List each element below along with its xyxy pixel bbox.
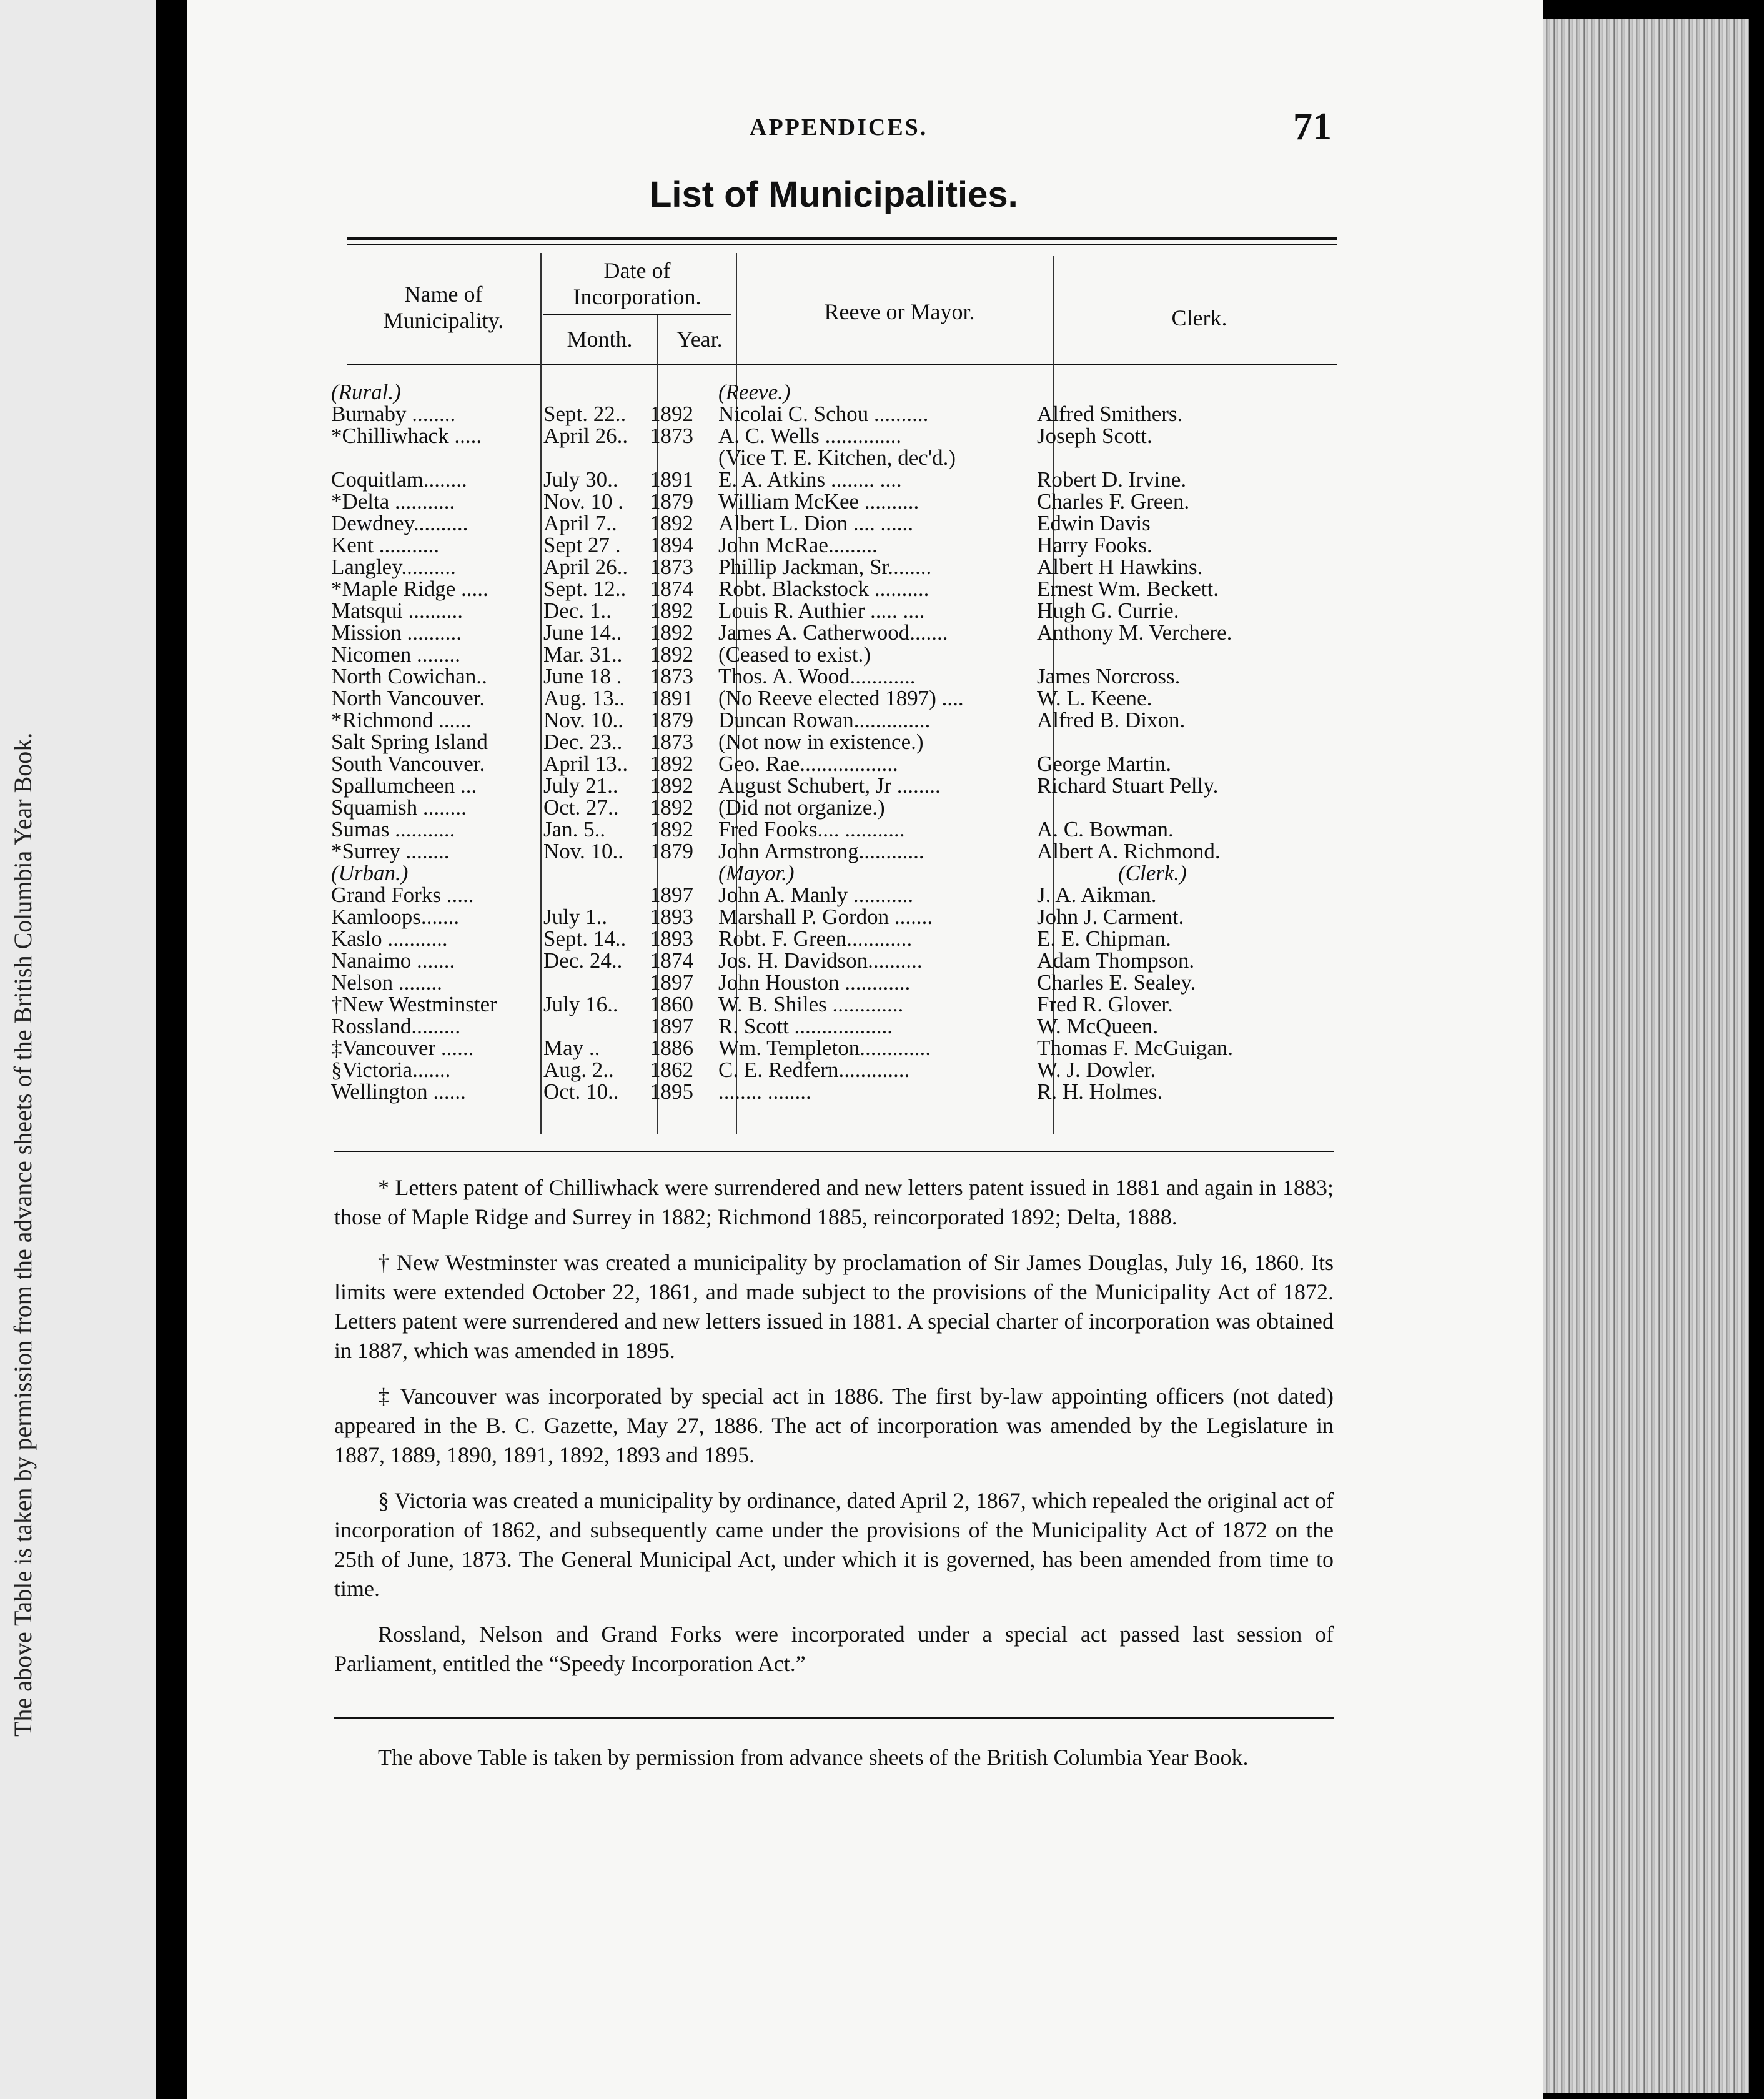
incorporation-month: Dec. 1.. <box>543 598 612 623</box>
table-row <box>331 600 1368 622</box>
footnotes <box>334 1173 1334 1695</box>
incorporation-year: 1874 <box>650 948 693 973</box>
incorporation-month: Aug. 2.. <box>543 1058 614 1082</box>
incorporation-year: 1874 <box>650 577 693 601</box>
clerk-name <box>1024 643 1368 665</box>
rural-label: (Rural.) <box>331 380 401 404</box>
municipality-name: North Vancouver. <box>331 686 485 710</box>
municipality-name: Grand Forks ..... <box>331 883 474 907</box>
incorporation-month: July 30.. <box>543 467 618 492</box>
incorporation-year: 1892 <box>650 402 693 426</box>
municipality-name: North Cowichan.. <box>331 664 487 688</box>
table-row <box>331 993 1368 1015</box>
municipality-name: Matsqui .......... <box>331 598 463 623</box>
reeve-or-mayor: Louis R. Authier ..... .... <box>718 598 925 623</box>
col-name-header: Name of Municipality. <box>383 282 504 333</box>
table-row <box>331 490 1368 512</box>
table-row <box>331 862 1368 884</box>
table-row <box>331 1015 1368 1037</box>
table-row <box>331 578 1368 600</box>
municipality-name: Mission .......... <box>331 620 462 645</box>
clerk-name: Ernest Wm. Beckett. <box>1037 577 1219 601</box>
table-row <box>331 971 1368 993</box>
incorporation-month <box>543 447 631 469</box>
municipality-name: Sumas ........... <box>331 817 455 841</box>
incorporation-year: 1897 <box>650 970 693 995</box>
incorporation-month <box>543 884 631 906</box>
reeve-or-mayor: Fred Fooks.... ........... <box>718 817 905 841</box>
reeve-or-mayor: John Houston ............ <box>718 970 911 995</box>
municipality-name: *Delta ........... <box>331 489 455 514</box>
mayor-label: (Mayor.) <box>718 861 795 885</box>
municipality-name: *Surrey ........ <box>331 839 450 863</box>
reeve-or-mayor: Albert L. Dion .... ...... <box>718 511 914 535</box>
clerk-name: Adam Thompson. <box>1037 948 1195 973</box>
reeve-or-mayor: A. C. Wells .............. <box>718 424 902 448</box>
incorporation-year: 1879 <box>650 489 693 514</box>
incorporation-month: Sept. 12.. <box>543 577 627 601</box>
reeve-or-mayor: R. Scott .................. <box>718 1014 893 1038</box>
incorporation-month: Nov. 10 . <box>543 489 624 514</box>
clerk-name: Thomas F. McGuigan. <box>1037 1036 1234 1060</box>
table-row <box>331 556 1368 578</box>
reeve-or-mayor: (Vice T. E. Kitchen, dec'd.) <box>718 445 956 470</box>
municipality-name: ‡Vancouver ...... <box>331 1036 474 1060</box>
clerk-name: Fred R. Glover. <box>1037 992 1173 1016</box>
credit-rule <box>334 1717 1334 1719</box>
reeve-or-mayor: (No Reeve elected 1897) .... <box>718 686 964 710</box>
col-year-header: Year. <box>676 327 723 352</box>
page-title: List of Municipalities. <box>650 174 1018 215</box>
table-row <box>331 425 1368 447</box>
incorporation-month: Nov. 10.. <box>543 708 624 732</box>
incorporation-month: April 26.. <box>543 555 628 579</box>
clerk-label: (Clerk.) <box>1118 861 1187 885</box>
clerk-name: Albert A. Richmond. <box>1037 839 1221 863</box>
reeve-or-mayor: John Armstrong............ <box>718 839 924 863</box>
municipality-name: Kent ........... <box>331 533 440 557</box>
municipality-name: *Richmond ...... <box>331 708 472 732</box>
incorporation-month: June 18 . <box>543 664 622 688</box>
reeve-or-mayor: August Schubert, Jr ........ <box>718 773 941 798</box>
municipality-name: Wellington ...... <box>331 1079 466 1104</box>
incorporation-month: Oct. 10.. <box>543 1079 619 1104</box>
clerk-name <box>1024 796 1368 818</box>
footnote-dagger: † New Westminster was created a municipality by proclamation of Sir James Douglas, July 16, 1860. Its limits were extended October 22, 1861, and made subject to the provisions of the Municipality Act of 1872. Letters patent were surrendered and new letters issued in 1881. A special charter of incorporation was obtained in 1887, which was amended in 1895. <box>334 1250 1334 1363</box>
incorporation-month: June 14.. <box>543 620 622 645</box>
footnote-double-dagger: ‡ Vancouver was incorporated by special act in 1886. The first by-law appointing officers (not dated) appeared in the B. C. Gazette, May 27, 1886. The act of incorporation was amended by the Legislature in 1887, 1889, 1890, 1891, 1892, 1893 and 1895. <box>334 1384 1334 1467</box>
clerk-name: E. E. Chipman. <box>1037 926 1171 951</box>
col-month-header: Month. <box>567 327 633 352</box>
clerk-name: Charles F. Green. <box>1037 489 1190 514</box>
reeve-or-mayor: E. A. Atkins ........ .... <box>718 467 902 492</box>
table-row <box>331 381 1368 403</box>
reeve-or-mayor: Duncan Rowan.............. <box>718 708 931 732</box>
incorporation-month: Mar. 31.. <box>543 642 623 667</box>
clerk-name: J. A. Aikman. <box>1037 883 1157 907</box>
clerk-name: Richard Stuart Pelly. <box>1037 773 1219 798</box>
table-row <box>331 709 1368 731</box>
incorporation-year: 1873 <box>650 730 693 754</box>
incorporation-month <box>543 1015 631 1037</box>
clerk-name: Charles E. Sealey. <box>1037 970 1196 995</box>
incorporation-month: April 13.. <box>543 752 628 776</box>
page-number: 71 <box>1293 106 1332 148</box>
incorporation-month: July 16.. <box>543 992 618 1016</box>
municipality-name: South Vancouver. <box>331 752 485 776</box>
rural-rows <box>331 403 1368 862</box>
incorporation-year: 1891 <box>650 467 693 492</box>
clerk-name: Harry Fooks. <box>1037 533 1152 557</box>
incorporation-month: April 26.. <box>543 424 628 448</box>
table-row <box>331 796 1368 818</box>
footnote-star: * Letters patent of Chilliwhack were surrendered and new letters patent issued in 1881 and again in 1883; those of Maple Ridge and Surrey in 1882; Richmond 1885, reincorporated 1892; Delta, 1888. <box>334 1175 1334 1229</box>
incorporation-year: 1879 <box>650 708 693 732</box>
table-bottom-rule <box>334 1151 1334 1152</box>
incorporation-year: 1893 <box>650 905 693 929</box>
clerk-name: W. J. Dowler. <box>1037 1058 1156 1082</box>
clerk-name: Joseph Scott. <box>1037 424 1152 448</box>
reeve-or-mayor: Phillip Jackman, Sr........ <box>718 555 932 579</box>
running-head: APPENDICES. <box>750 114 928 141</box>
col-reeve-header: Reeve or Mayor. <box>824 299 975 324</box>
incorporation-year: 1894 <box>650 533 693 557</box>
incorporation-month: April 7.. <box>543 511 617 535</box>
incorporation-year: 1892 <box>650 795 693 820</box>
table-row <box>331 1059 1368 1081</box>
clerk-name: Hugh G. Currie. <box>1037 598 1179 623</box>
reeve-or-mayor: W. B. Shiles ............. <box>718 992 904 1016</box>
side-note: The above Table is taken by permission from the advance sheets of the British Columbia Year Book. <box>9 732 37 1737</box>
clerk-name: Edwin Davis <box>1037 511 1151 535</box>
municipalities-table <box>331 381 1368 1103</box>
table-row <box>331 928 1368 950</box>
incorporation-year: 1873 <box>650 555 693 579</box>
incorporation-year: 1879 <box>650 839 693 863</box>
table-row <box>331 906 1368 928</box>
table-row <box>331 840 1368 862</box>
incorporation-year: 1897 <box>650 883 693 907</box>
urban-rows <box>331 884 1368 1103</box>
reeve-or-mayor: Nicolai C. Schou .......... <box>718 402 929 426</box>
incorporation-year: 1892 <box>650 752 693 776</box>
municipality-name: Dewdney.......... <box>331 511 468 535</box>
clerk-name: Alfred B. Dixon. <box>1037 708 1186 732</box>
incorporation-year: 1873 <box>650 664 693 688</box>
clerk-name: John J. Carment. <box>1037 905 1184 929</box>
clerk-name: R. H. Holmes. <box>1037 1079 1163 1104</box>
incorporation-year: 1892 <box>650 817 693 841</box>
page-edge-stack <box>1543 19 1749 2093</box>
reeve-or-mayor: (Not now in existence.) <box>718 730 924 754</box>
incorporation-year: 1895 <box>650 1079 693 1104</box>
municipality-name: Kamloops....... <box>331 905 460 929</box>
incorporation-year: 1873 <box>650 424 693 448</box>
incorporation-month: Dec. 23.. <box>543 730 623 754</box>
table-row <box>331 687 1368 709</box>
reeve-or-mayor: Robt. Blackstock .......... <box>718 577 929 601</box>
incorporation-year: 1860 <box>650 992 693 1016</box>
municipality-name: Rossland......... <box>331 1014 461 1038</box>
clerk-name: Anthony M. Verchere. <box>1037 620 1232 645</box>
incorporation-year: 1886 <box>650 1036 693 1060</box>
table-row <box>331 447 1368 469</box>
table-row <box>331 1081 1368 1103</box>
clerk-name: Albert H Hawkins. <box>1037 555 1203 579</box>
reeve-or-mayor: ........ ........ <box>718 1079 811 1104</box>
table-row <box>331 731 1368 753</box>
incorporation-month: Jan. 5.. <box>543 817 606 841</box>
municipality-name: Nanaimo ....... <box>331 948 455 973</box>
incorporation-month: Aug. 13.. <box>543 686 625 710</box>
credit-note: The above Table is taken by permission from advance sheets of the British Columbia Year Book. <box>378 1745 1249 1770</box>
clerk-name: W. L. Keene. <box>1037 686 1152 710</box>
incorporation-month: Nov. 10.. <box>543 839 624 863</box>
clerk-name: George Martin. <box>1037 752 1172 776</box>
incorporation-month: Dec. 24.. <box>543 948 623 973</box>
date-header-rule <box>543 314 731 315</box>
reeve-or-mayor: William McKee .......... <box>718 489 919 514</box>
table-row <box>331 818 1368 840</box>
municipality-name: §Victoria....... <box>331 1058 451 1082</box>
incorporation-year: 1892 <box>650 598 693 623</box>
footnote-rossland: Rossland, Nelson and Grand Forks were incorporated under a special act passed last session of Parliament, entitled the “Speedy Incorporation Act.” <box>334 1622 1334 1676</box>
incorporation-year: 1862 <box>650 1058 693 1082</box>
reeve-label: (Reeve.) <box>718 380 791 404</box>
table-row <box>331 469 1368 490</box>
municipality-name: Nicomen ........ <box>331 642 461 667</box>
reeve-or-mayor: Marshall P. Gordon ....... <box>718 905 933 929</box>
table-row <box>331 512 1368 534</box>
reeve-or-mayor: (Did not organize.) <box>718 795 885 820</box>
incorporation-month: July 1.. <box>543 905 608 929</box>
municipality-name: Coquitlam........ <box>331 467 467 492</box>
municipality-name: *Chilliwhack ..... <box>331 424 482 448</box>
incorporation-year: 1891 <box>650 686 693 710</box>
table-row <box>331 665 1368 687</box>
incorporation-month <box>543 971 631 993</box>
table-row <box>331 1037 1368 1059</box>
table-row <box>331 753 1368 775</box>
reeve-or-mayor: John McRae......... <box>718 533 878 557</box>
top-rule <box>347 237 1337 240</box>
table-row <box>331 950 1368 971</box>
reeve-or-mayor: C. E. Redfern............. <box>718 1058 910 1082</box>
top-rule-thin <box>347 244 1337 245</box>
municipality-name: Nelson ........ <box>331 970 442 995</box>
incorporation-year: 1892 <box>650 511 693 535</box>
municipality-name: Squamish ........ <box>331 795 467 820</box>
municipality-name <box>331 447 543 469</box>
incorporation-month: July 21.. <box>543 773 618 798</box>
table-row <box>331 884 1368 906</box>
municipality-name: Kaslo ........... <box>331 926 448 951</box>
reeve-or-mayor: (Ceased to exist.) <box>718 642 871 667</box>
incorporation-month: May .. <box>543 1036 600 1060</box>
reeve-or-mayor: Thos. A. Wood............ <box>718 664 916 688</box>
incorporation-month: Sept. 22.. <box>543 402 627 426</box>
clerk-name <box>1024 447 1368 469</box>
reeve-or-mayor: James A. Catherwood....... <box>718 620 948 645</box>
table-row <box>331 534 1368 556</box>
municipality-name: Langley.......... <box>331 555 456 579</box>
reeve-or-mayor: Geo. Rae.................. <box>718 752 898 776</box>
incorporation-year: 1892 <box>650 620 693 645</box>
clerk-name: Robert D. Irvine. <box>1037 467 1187 492</box>
municipality-name: Spallumcheen ... <box>331 773 477 798</box>
municipality-name: *Maple Ridge ..... <box>331 577 488 601</box>
table-row <box>331 622 1368 643</box>
clerk-name: Alfred Smithers. <box>1037 402 1183 426</box>
reeve-or-mayor: John A. Manly ........... <box>718 883 914 907</box>
clerk-name <box>1024 731 1368 753</box>
reeve-or-mayor: Jos. H. Davidson.......... <box>718 948 923 973</box>
table-row <box>331 775 1368 796</box>
incorporation-year: 1892 <box>650 773 693 798</box>
clerk-name: W. McQueen. <box>1037 1014 1159 1038</box>
table-row <box>331 643 1368 665</box>
col-date-header: Date of Incorporation. <box>573 258 701 309</box>
col-clerk-header: Clerk. <box>1171 305 1227 330</box>
incorporation-year <box>631 447 712 469</box>
urban-label: (Urban.) <box>331 861 409 885</box>
reeve-or-mayor: Robt. F. Green............ <box>718 926 913 951</box>
clerk-name: James Norcross. <box>1037 664 1181 688</box>
footnote-section: § Victoria was created a municipality by ordinance, dated April 2, 1867, which repealed the original act of incorporation of 1862, and subsequently came under the provisions of the Municipality Act of 1872 on the 25th of June, 1873. The General Municipal Act, under which it is governed, has been amended from time to time. <box>334 1488 1334 1601</box>
incorporation-year: 1897 <box>650 1014 693 1038</box>
incorporation-year: 1893 <box>650 926 693 951</box>
incorporation-month: Oct. 27.. <box>543 795 619 820</box>
facing-page <box>0 0 156 2099</box>
municipality-name: Burnaby ........ <box>331 402 456 426</box>
reeve-or-mayor: Wm. Templeton............. <box>718 1036 931 1060</box>
incorporation-month: Sept. 14.. <box>543 926 627 951</box>
header-rule <box>347 364 1337 365</box>
incorporation-month: Sept 27 . <box>543 533 621 557</box>
municipality-name: Salt Spring Island <box>331 730 488 754</box>
incorporation-year: 1892 <box>650 642 693 667</box>
municipality-name: †New Westminster <box>331 992 497 1016</box>
table-row <box>331 403 1368 425</box>
clerk-name: A. C. Bowman. <box>1037 817 1174 841</box>
